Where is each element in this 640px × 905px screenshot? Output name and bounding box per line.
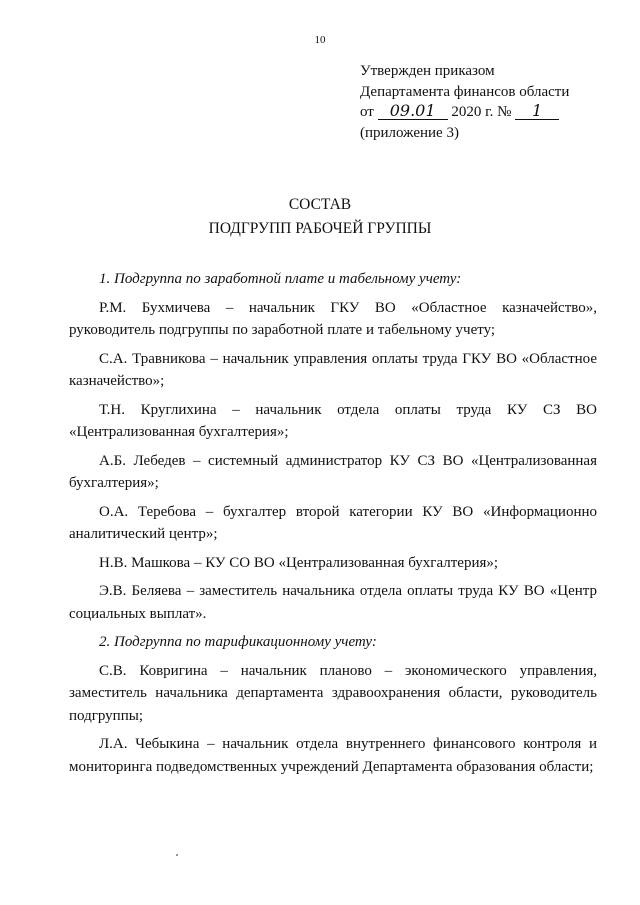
subgroup-1-heading: 1. Подгруппа по заработной плате и табельному учету: <box>99 271 462 287</box>
approval-block <box>360 61 569 143</box>
subgroup-1-member: Р.М. Бухмичева – начальник ГКУ ВО «Областное казначейство», руководитель подгруппы по заработной плате и табельному учету; <box>69 299 597 338</box>
page-number: 10 <box>314 34 326 46</box>
handwritten-number: 1 <box>515 103 559 120</box>
document-subtitle: ПОДГРУПП РАБОЧЕЙ ГРУППЫ <box>208 220 432 237</box>
approval-from-label: от <box>360 104 374 120</box>
subgroup-1-member: А.Б. Лебедев – системный администратор КУ СЗ ВО «Централизованная бухгалтерия»; <box>69 452 597 491</box>
handwritten-date: 09.01 <box>378 103 448 120</box>
subgroup-2-member: С.В. Ковригина – начальник планово – экономического управления, заместитель начальника департамента здравоохранения области, руководитель подгруппы; <box>69 662 597 724</box>
subgroup-1-member: С.А. Травникова – начальник управления оплаты труда ГКУ ВО «Областное казначейство»; <box>69 350 597 389</box>
subgroup-1-member: О.А. Теребова – бухгалтер второй категории КУ ВО «Информационно аналитический центр»; <box>69 503 597 542</box>
approval-appendix: (приложение 3) <box>360 124 459 141</box>
approval-line-2: Департамента финансов области <box>360 83 570 100</box>
approval-date-line <box>360 102 569 123</box>
subgroup-1-member: Э.В. Беляева – заместитель начальника отдела оплаты труда КУ ВО «Центр социальных выплат». <box>69 583 597 622</box>
document-body <box>69 268 597 784</box>
subgroup-1-member: Т.Н. Круглихина – начальник отдела оплаты труда КУ СЗ ВО «Централизованная бухгалтерия»; <box>69 401 597 440</box>
subgroup-1-member: Н.В. Машкова – КУ СО ВО «Централизованная бухгалтерия»; <box>99 554 499 571</box>
scan-speck <box>176 854 178 856</box>
subgroup-2-member: Л.А. Чебыкина – начальник отдела внутреннего финансового контроля и мониторинга подведомственных учреждений Департамента образования области; <box>69 736 597 775</box>
document-title: СОСТАВ <box>288 196 352 213</box>
approval-line-1: Утвержден приказом <box>360 63 495 79</box>
approval-year: 2020 г. № <box>451 104 512 120</box>
subgroup-2-heading: 2. Подгруппа по тарификационному учету: <box>99 634 377 650</box>
